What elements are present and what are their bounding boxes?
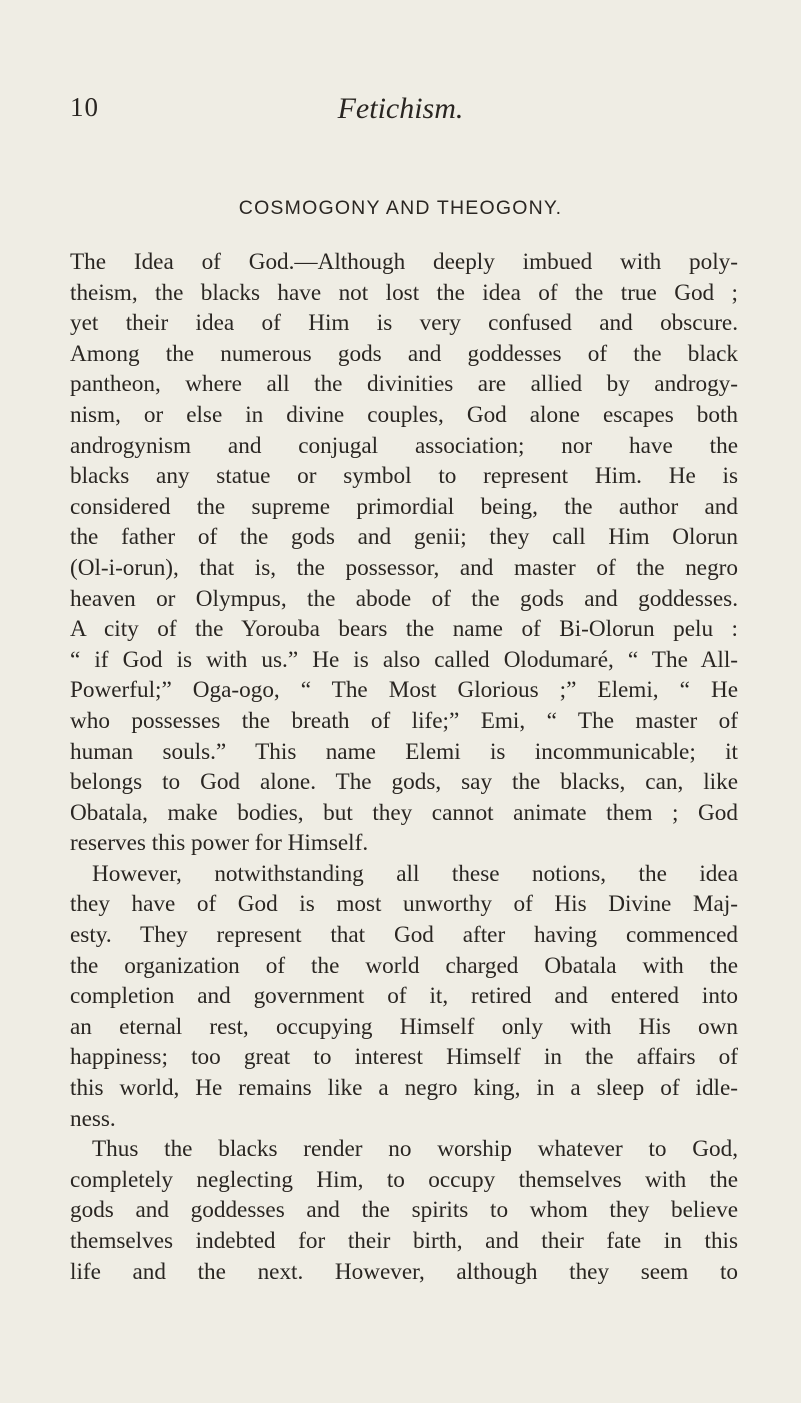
text-line: an eternal rest, occupying Himself only with His own	[70, 1013, 738, 1040]
body-text	[70, 247, 738, 1287]
text-line: the father of the gods and genii; they call Him Olorun	[70, 524, 738, 551]
text-line: pantheon, where all the divinities are allied by androgy-	[70, 371, 738, 398]
text-line: yet their idea of Him is very confused and obscure.	[70, 310, 738, 337]
text-line: who possesses the breath of life;” Emi, “ The master of	[70, 707, 738, 734]
text-line: theism, the blacks have not lost the idea of the true God ;	[70, 279, 738, 306]
text-line: belongs to God alone. The gods, say the blacks, can, like	[70, 769, 738, 796]
text-line: Thus the blacks render no worship whatever to God,	[92, 1136, 738, 1163]
text-line: “ if God is with us.” He is also called Olodumaré, “ The All-	[70, 646, 738, 673]
text-line: A city of the Yorouba bears the name of Bi-Olorun pelu :	[70, 616, 738, 643]
text-line: (Ol-i-orun), that is, the possessor, and master of the negro	[70, 554, 738, 581]
text-line: they have of God is most unworthy of His Divine Maj-	[70, 891, 738, 918]
text-line: this world, He remains like a negro king, in a sleep of idle-	[70, 1075, 738, 1102]
text-line: androgynism and conjugal association; nor have the	[70, 432, 738, 459]
text-line: ness.	[70, 1105, 116, 1132]
text-line: heaven or Olympus, the abode of the gods and goddesses.	[70, 585, 738, 612]
text-line: Obatala, make bodies, but they cannot animate them ; God	[70, 799, 738, 826]
text-line: life and the next. However, although they seem to	[70, 1258, 738, 1285]
text-line: Among the numerous gods and goddesses of the black	[70, 340, 738, 367]
text-line: human souls.” This name Elemi is incommunicable; it	[70, 738, 738, 765]
running-title: Fetichism.	[337, 92, 464, 125]
text-line: themselves indebted for their birth, and their fate in this	[70, 1228, 738, 1254]
text-line: However, notwithstanding all these notions, the idea	[92, 860, 738, 887]
text-line: happiness; too great to interest Himself in the affairs of	[70, 1044, 738, 1071]
page-header	[0, 92, 801, 136]
text-line: nism, or else in divine couples, God alone escapes both	[70, 401, 738, 428]
text-line: Powerful;” Oga-ogo, “ The Most Glorious ;” Elemi, “ He	[70, 677, 738, 704]
text-line: the organization of the world charged Obatala with the	[70, 952, 738, 979]
page-number: 10	[70, 92, 99, 122]
section-heading: COSMOGONY AND THEOGONY.	[238, 197, 563, 219]
text-line: blacks any statue or symbol to represent Him. He is	[70, 463, 738, 490]
text-line: reserves this power for Himself.	[70, 830, 369, 857]
text-line: gods and goddesses and the spirits to whom they believe	[70, 1197, 738, 1224]
text-line: The Idea of God.—Although deeply imbued with poly-	[70, 249, 738, 275]
text-line: completion and government of it, retired and entered into	[70, 983, 738, 1010]
text-line: completely neglecting Him, to occupy themselves with the	[70, 1166, 738, 1193]
text-line: considered the supreme primordial being, the author and	[70, 493, 738, 520]
text-line: esty. They represent that God after having commenced	[70, 922, 738, 949]
